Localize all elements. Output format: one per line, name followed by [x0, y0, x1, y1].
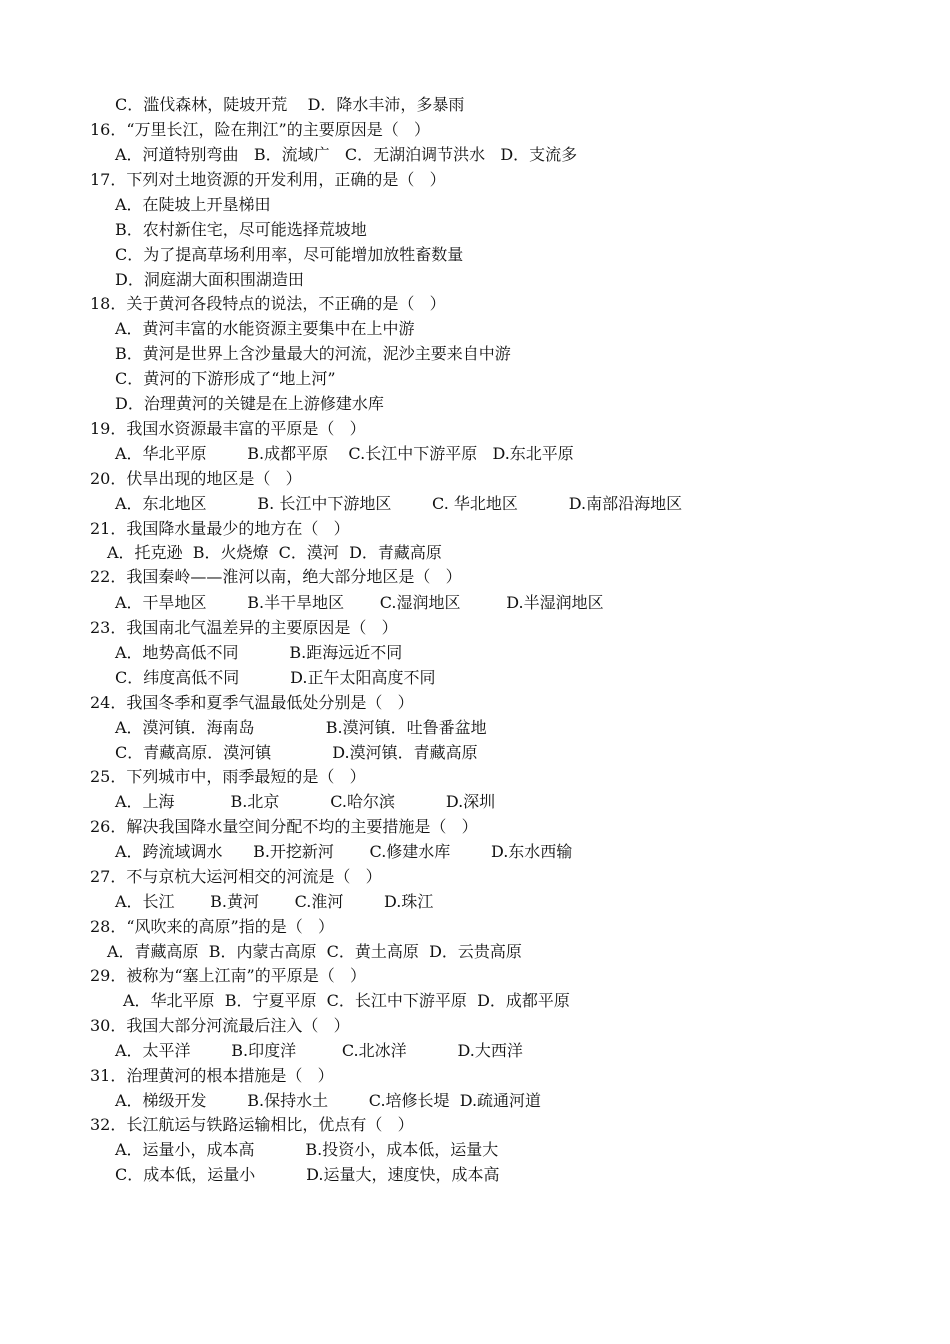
options-24-cd: C．青藏高原．漠河镇 D.漠河镇．青藏高原 [115, 743, 478, 762]
options-25: A．上海 B.北京 C.哈尔滨 D.深圳 [115, 792, 496, 811]
question-30: 30．我国大部分河流最后注入（ ） [90, 1016, 350, 1035]
options-16: A．河道特别弯曲 B．流域广 C．无湖泊调节洪水 D．支流多 [115, 145, 578, 164]
option-18-b: B．黄河是世界上含沙量最大的河流，泥沙主要来自中游 [115, 344, 511, 363]
options-29: A．华北平原 B．宁夏平原 C．长江中下游平原 D．成都平原 [123, 991, 570, 1010]
option-17-c: C．为了提高草场利用率，尽可能增加放牲畜数量 [115, 245, 464, 264]
options-32-cd: C．成本低，运量小 D.运量大，速度快，成本高 [115, 1165, 500, 1184]
question-29: 29．被称为“塞上江南”的平原是（ ） [90, 966, 366, 985]
options-22: A．干旱地区 B.半干旱地区 C.湿润地区 D.半湿润地区 [115, 593, 604, 612]
question-28: 28．“风吹来的高原”指的是（ ） [90, 917, 334, 936]
question-19: 19．我国水资源最丰富的平原是（ ） [90, 419, 366, 438]
option-17-a: A．在陡坡上开垦梯田 [115, 195, 271, 214]
question-25: 25．下列城市中，雨季最短的是（ ） [90, 767, 366, 786]
options-31: A．梯级开发 B.保持水土 C.培修长堤 D.疏通河道 [115, 1091, 542, 1110]
option-18-a: A．黄河丰富的水能资源主要集中在上中游 [115, 319, 415, 338]
question-18: 18．关于黄河各段特点的说法，不正确的是（ ） [90, 294, 446, 313]
options-26: A．跨流域调水 B.开挖新河 C.修建水库 D.东水西输 [115, 842, 573, 861]
question-21: 21．我国降水量最少的地方在（ ） [90, 519, 350, 538]
question-23: 23．我国南北气温差异的主要原因是（ ） [90, 618, 398, 637]
question-22: 22．我国秦岭——淮河以南，绝大部分地区是（ ） [90, 567, 462, 586]
question-31: 31．治理黄河的根本措施是（ ） [90, 1066, 334, 1085]
option-18-d: D．治理黄河的关键是在上游修建水库 [115, 394, 384, 413]
question-20: 20．伏旱出现的地区是（ ） [90, 469, 302, 488]
options-23-ab: A．地势高低不同 B.距海远近不同 [115, 643, 403, 662]
option-17-b: B．农村新住宅，尽可能选择荒坡地 [115, 220, 367, 239]
question-17: 17．下列对土地资源的开发利用，正确的是（ ） [90, 170, 446, 189]
options-28: A．青藏高原 B．内蒙古高原 C．黄土高原 D．云贵高原 [107, 942, 522, 961]
options-19: A．华北平原 B.成都平原 C.长江中下游平原 D.东北平原 [115, 444, 574, 463]
question-32: 32．长江航运与铁路运输相比，优点有（ ） [90, 1115, 414, 1134]
options-20: A．东北地区 B. 长江中下游地区 C. 华北地区 D.南部沿海地区 [115, 494, 683, 513]
options-27: A．长江 B.黄河 C.淮河 D.珠江 [115, 892, 434, 911]
options-23-cd: C．纬度高低不同 D.正午太阳高度不同 [115, 668, 436, 687]
option-17-d: D．洞庭湖大面积围湖造田 [115, 270, 304, 289]
options-32-ab: A．运量小，成本高 B.投资小，成本低，运量大 [115, 1140, 499, 1159]
options-24-ab: A．漠河镇．海南岛 B.漠河镇．吐鲁番盆地 [115, 718, 487, 737]
question-24: 24．我国冬季和夏季气温最低处分别是（ ） [90, 693, 414, 712]
option-18-c: C．黄河的下游形成了“地上河” [115, 369, 336, 388]
options-30: A．太平洋 B.印度洋 C.北冰洋 D.大西洋 [115, 1041, 523, 1060]
option-line-15-cd: C．滥伐森林，陡坡开荒 D．降水丰沛，多暴雨 [115, 95, 465, 114]
question-16: 16．“万里长江，险在荆江”的主要原因是（ ） [90, 120, 430, 139]
question-26: 26．解决我国降水量空间分配不均的主要措施是（ ） [90, 817, 478, 836]
question-27: 27．不与京杭大运河相交的河流是（ ） [90, 867, 382, 886]
options-21: A．托克逊 B．火烧燎 C．漠河 D．青藏高原 [107, 543, 442, 562]
